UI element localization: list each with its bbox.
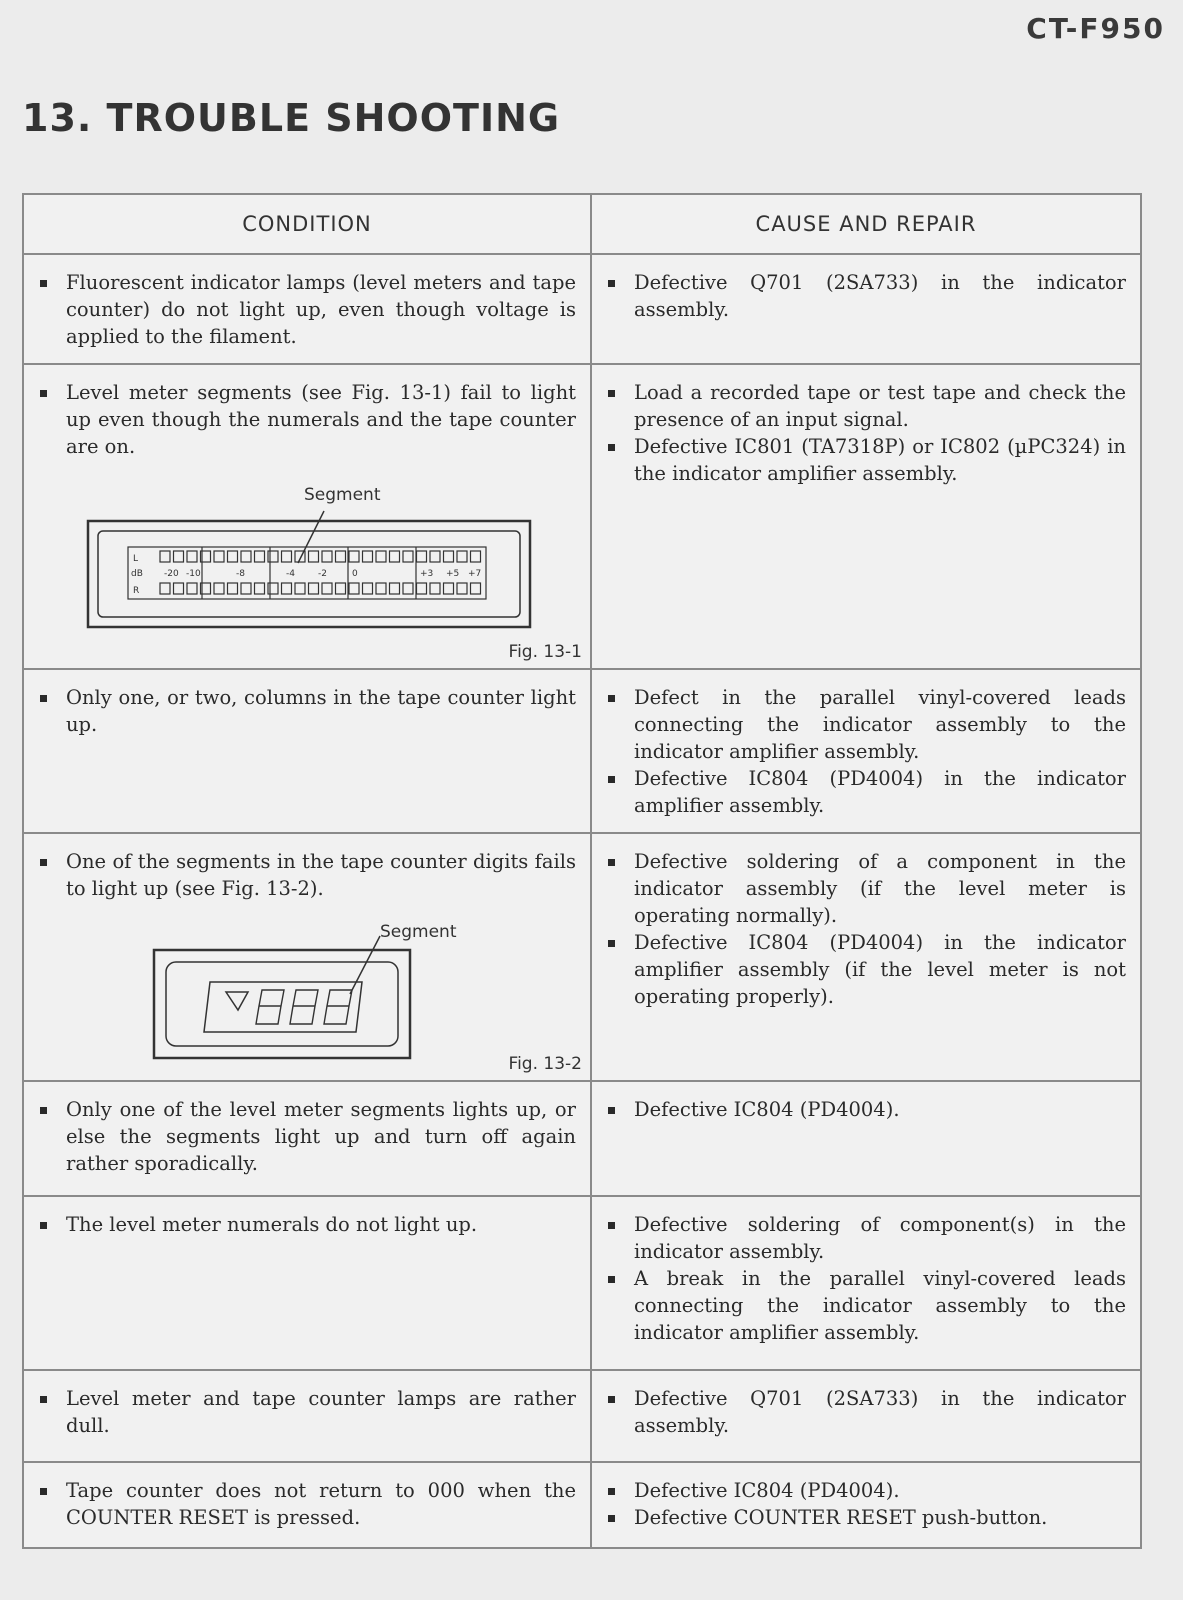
meter-scale-label: -10 [186,569,201,579]
segment-callout-label: Segment [304,485,381,505]
condition-text: Only one of the level meter segments lights up, or else the segments light up and turn off again rather sporadically. [24,1096,590,1177]
table-row [23,833,1141,1081]
meter-segment [322,551,332,562]
meter-segment [174,583,184,594]
meter-segment [457,551,467,562]
condition-cell [23,1370,591,1462]
cause-item: Defect in the parallel vinyl-covered leads connecting the indicator assembly to the indicator amplifier assembly. [592,684,1140,765]
condition-header: CONDITION [23,194,591,254]
meter-segment [376,551,386,562]
meter-segment [403,551,413,562]
meter-segment [471,551,481,562]
meter-segment [282,583,292,594]
level-meter-figure [86,505,536,630]
cause-cell [591,1462,1141,1548]
meter-segment [471,583,481,594]
cause-cell [591,364,1141,669]
table-row [23,1196,1141,1370]
meter-segment [295,583,305,594]
cause-cell [591,669,1141,833]
figure-label: Fig. 13-2 [508,1054,582,1074]
meter-segment [430,583,440,594]
meter-scale-label: -2 [318,569,327,579]
meter-segment [160,551,170,562]
condition-cell [23,833,591,1081]
meter-segment [430,551,440,562]
cause-item: Defective soldering of component(s) in the indicator assembly. [592,1211,1140,1265]
cause-item: A break in the parallel vinyl-covered leads connecting the indicator assembly to the indicator amplifier assembly. [592,1265,1140,1346]
meter-segment [390,583,400,594]
cause-cell [591,1081,1141,1196]
meter-right-label: R [133,586,140,596]
condition-text: One of the segments in the tape counter digits fails to light up (see Fig. 13-2). [24,848,590,902]
meter-segment [241,583,251,594]
condition-text: Fluorescent indicator lamps (level meters and tape counter) do not light up, even though voltage is applied to the filament. [24,269,590,350]
meter-segment [241,551,251,562]
meter-segment [403,583,413,594]
meter-segment [214,583,224,594]
meter-segment [160,583,170,594]
condition-cell [23,1462,591,1548]
meter-segment [363,583,373,594]
meter-segment [228,551,238,562]
condition-cell [23,254,591,364]
meter-left-label: L [133,554,139,564]
cause-item: Defective IC804 (PD4004) in the indicator amplifier assembly. [592,765,1140,819]
meter-segment [214,551,224,562]
table-row [23,254,1141,364]
meter-segment [349,583,359,594]
meter-segment [255,583,265,594]
meter-scale-label: +5 [446,569,460,579]
troubleshooting-table [22,193,1142,1549]
meter-segment [376,583,386,594]
meter-segment [444,583,454,594]
meter-segment [309,551,319,562]
cause-item: Defective IC804 (PD4004). [592,1096,1140,1123]
meter-db-label: dB [131,569,143,579]
meter-segment [309,583,319,594]
meter-segment [390,551,400,562]
meter-scale-label: -8 [236,569,245,579]
cause-cell [591,1196,1141,1370]
condition-text: Level meter segments (see Fig. 13-1) fail to light up even though the numerals and the tape counter are on. [24,379,590,460]
condition-cell [23,669,591,833]
meter-segment [417,551,427,562]
meter-segment [228,583,238,594]
condition-cell [23,364,591,669]
meter-scale-label: -20 [164,569,179,579]
meter-segment [174,551,184,562]
table-row [23,364,1141,669]
cause-item: Defective Q701 (2SA733) in the indicator assembly. [592,269,1140,323]
condition-text: Only one, or two, columns in the tape counter light up. [24,684,590,738]
segment-callout-label: Segment [380,922,457,942]
cause-item: Defective soldering of a component in the indicator assembly (if the level meter is operating normally). [592,848,1140,929]
meter-segment [417,583,427,594]
table-row [23,1081,1141,1196]
meter-segment [444,551,454,562]
cause-item: Load a recorded tape or test tape and check the presence of an input signal. [592,379,1140,433]
tape-counter-figure [152,932,417,1062]
table-row [23,669,1141,833]
meter-segment [187,583,197,594]
cause-item: Defective IC804 (PD4004). [592,1477,1140,1504]
condition-text: Tape counter does not return to 000 when the COUNTER RESET is pressed. [24,1477,590,1531]
meter-segment [349,551,359,562]
meter-segment [187,551,197,562]
model-number: CT-F950 [1026,12,1165,45]
table-header-row [23,194,1141,254]
meter-scale-label: 0 [352,569,358,579]
meter-segment [255,551,265,562]
cause-header: CAUSE AND REPAIR [591,194,1141,254]
section-title: 13. TROUBLE SHOOTING [22,96,561,140]
meter-scale-label: +3 [420,569,434,579]
condition-cell [23,1081,591,1196]
meter-scale-label: +7 [468,569,482,579]
meter-segment [336,583,346,594]
meter-segment [282,551,292,562]
meter-segment [363,551,373,562]
table-row [23,1462,1141,1548]
condition-text: The level meter numerals do not light up. [24,1211,590,1238]
cause-item: Defective COUNTER RESET push-button. [592,1504,1140,1531]
figure-label: Fig. 13-1 [508,642,582,662]
cause-cell [591,254,1141,364]
condition-cell [23,1196,591,1370]
meter-segment [336,551,346,562]
cause-item: Defective IC804 (PD4004) in the indicator amplifier assembly (if the level meter is not operating properly). [592,929,1140,1010]
cause-item: Defective Q701 (2SA733) in the indicator assembly. [592,1385,1140,1439]
cause-item: Defective IC801 (TA7318P) or IC802 (µPC324) in the indicator amplifier assembly. [592,433,1140,487]
meter-segment [322,583,332,594]
condition-text: Level meter and tape counter lamps are rather dull. [24,1385,590,1439]
meter-scale-label: -4 [286,569,295,579]
table-row [23,1370,1141,1462]
meter-segment [457,583,467,594]
cause-cell [591,833,1141,1081]
cause-cell [591,1370,1141,1462]
